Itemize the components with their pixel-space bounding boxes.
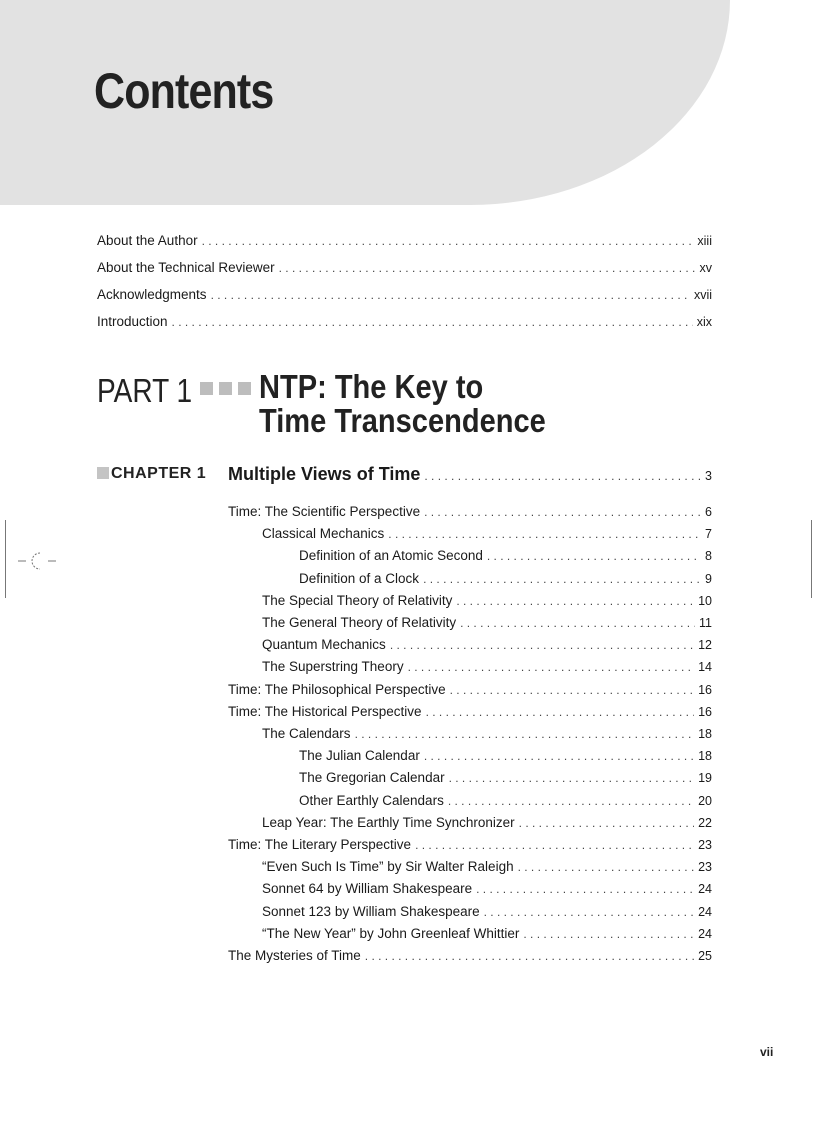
dot-leader <box>426 705 695 719</box>
toc-entry-label: “Even Such Is Time” by Sir Walter Raleigh <box>262 859 514 875</box>
toc-entry-label: The Calendars <box>262 726 351 741</box>
dot-leader <box>518 860 695 874</box>
toc-entry-label: Sonnet 64 by William Shakespeare <box>262 881 473 897</box>
toc-entry-page: 18 <box>698 749 712 764</box>
square-ornament <box>219 382 232 395</box>
square-ornament <box>97 467 109 479</box>
toc-entry-label: Leap Year: The Earthly Time Synchronizer <box>262 814 515 830</box>
chapter-title-entry[interactable] <box>228 464 712 486</box>
toc-entry[interactable] <box>262 926 712 944</box>
toc-entry-label: The Gregorian Calendar <box>299 770 445 786</box>
toc-entry-page: 23 <box>698 838 712 852</box>
toc-entry-page: xv <box>699 261 712 275</box>
dot-leader <box>450 683 694 697</box>
chapter-page: 3 <box>705 469 712 483</box>
toc-entry-label: Introduction <box>97 314 168 329</box>
toc-entry-about-reviewer[interactable] <box>97 260 712 278</box>
toc-entry-page: 10 <box>698 593 712 608</box>
toc-entry-page: 22 <box>698 815 712 830</box>
toc-entry-page: 18 <box>698 727 712 741</box>
toc-entry[interactable] <box>262 637 712 655</box>
toc-entry-page: 8 <box>705 549 712 564</box>
toc-entry-page: 12 <box>698 638 712 653</box>
toc-entry-page: 24 <box>698 926 712 941</box>
dot-leader <box>408 660 695 674</box>
dot-leader <box>390 638 694 652</box>
toc-entry-acknowledgments[interactable] <box>97 287 712 305</box>
dot-leader <box>476 882 694 896</box>
toc-entry-label: Time: The Scientific Perspective <box>228 504 421 519</box>
toc-entry-page: 23 <box>698 860 712 875</box>
dot-leader <box>448 794 694 808</box>
toc-entry-label: Time: The Philosophical Perspective <box>228 681 446 697</box>
dot-leader <box>449 771 695 785</box>
dot-leader <box>424 749 694 763</box>
toc-entry-label: About the Technical Reviewer <box>97 260 275 275</box>
toc-entry[interactable] <box>299 548 712 566</box>
square-ornament <box>238 382 251 395</box>
chapter-title: Multiple Views of Time <box>228 464 421 484</box>
toc-entry-about-author[interactable] <box>97 233 712 251</box>
toc-entry[interactable] <box>262 904 712 922</box>
toc-entry[interactable] <box>299 748 712 766</box>
dot-leader <box>456 594 694 608</box>
part-divider-squares <box>200 382 251 395</box>
toc-entry[interactable] <box>299 793 712 811</box>
toc-entry-page: 24 <box>698 904 712 919</box>
dot-leader <box>365 949 694 963</box>
crop-mark-left <box>5 520 6 598</box>
toc-entry-label: Time: The Historical Perspective <box>228 703 422 719</box>
toc-entry[interactable] <box>228 704 712 722</box>
dot-leader <box>388 527 701 541</box>
toc-entry-label: Time: The Literary Perspective <box>228 837 412 852</box>
dot-leader <box>487 549 701 563</box>
part-label: PART 1 <box>97 372 193 409</box>
toc-entry[interactable] <box>262 726 712 744</box>
dot-leader <box>424 505 701 519</box>
toc-entry-label: The Julian Calendar <box>299 748 420 764</box>
toc-entry-label: Definition of a Clock <box>299 570 420 586</box>
page-title: Contents <box>94 63 274 119</box>
toc-entry-page: xvii <box>693 288 712 302</box>
toc-entry[interactable] <box>262 526 712 544</box>
dot-leader <box>460 616 695 630</box>
toc-entry[interactable] <box>299 770 712 788</box>
toc-entry-label: Other Earthly Calendars <box>299 792 444 808</box>
dot-leader <box>519 816 694 830</box>
crop-mark-right <box>811 520 812 598</box>
toc-entry-page: 20 <box>698 793 712 808</box>
toc-entry-label: The Superstring Theory <box>262 659 404 675</box>
toc-entry-page: xiii <box>697 234 712 248</box>
toc-entry-label: The General Theory of Relativity <box>262 615 457 630</box>
toc-entry[interactable] <box>262 659 712 677</box>
toc-entry[interactable] <box>262 881 712 899</box>
toc-entry-label: “The New Year” by John Greenleaf Whittier <box>262 925 520 941</box>
toc-entry-label: Classical Mechanics <box>262 526 385 542</box>
toc-entry-page: 25 <box>698 949 712 963</box>
dot-leader <box>202 234 694 248</box>
dot-leader <box>355 727 695 741</box>
dot-leader <box>211 288 690 302</box>
dot-leader <box>423 572 701 586</box>
chapter-label-text: CHAPTER 1 <box>111 465 207 482</box>
chapter-label <box>97 465 206 483</box>
toc-entry[interactable] <box>228 837 712 855</box>
toc-entry-page: 24 <box>698 882 712 897</box>
toc-entry[interactable] <box>262 593 712 611</box>
toc-entry[interactable] <box>228 682 712 700</box>
dot-leader <box>415 838 694 852</box>
toc-entry[interactable] <box>228 504 712 522</box>
toc-entry-page: 7 <box>705 527 712 542</box>
toc-entry-label: The Special Theory of Relativity <box>262 592 453 608</box>
toc-entry[interactable] <box>262 859 712 877</box>
toc-entry[interactable] <box>228 948 712 966</box>
toc-entry-label: Definition of an Atomic Second <box>299 548 483 564</box>
dot-leader <box>484 905 694 919</box>
toc-entry[interactable] <box>299 571 712 589</box>
toc-entry-introduction[interactable] <box>97 314 712 332</box>
toc-entry-page: 19 <box>698 771 712 786</box>
toc-entry-page: 6 <box>705 505 712 519</box>
dot-leader <box>279 261 696 275</box>
toc-entry[interactable] <box>262 615 712 633</box>
dot-leader <box>424 469 701 483</box>
part-title[interactable] <box>259 370 546 438</box>
toc-entry-label: Quantum Mechanics <box>262 637 386 653</box>
toc-entry-page: 11 <box>699 616 712 630</box>
toc-entry[interactable] <box>262 815 712 833</box>
toc-entry-page: 14 <box>698 660 712 675</box>
toc-entry-label: Acknowledgments <box>97 287 207 302</box>
square-ornament <box>200 382 213 395</box>
dot-leader <box>523 927 694 941</box>
toc-entry-page: 9 <box>705 571 712 586</box>
page-number: vii <box>760 1045 774 1059</box>
part-title-line-1: NTP: The Key to <box>259 368 484 405</box>
toc-entry-label: The Mysteries of Time <box>228 948 361 963</box>
toc-entry-page: 16 <box>698 704 712 719</box>
registration-mark-icon <box>18 550 58 572</box>
toc-entry-label: Sonnet 123 by William Shakespeare <box>262 903 480 919</box>
dot-leader <box>172 315 693 329</box>
toc-entry-page: 16 <box>698 682 712 697</box>
toc-entry-label: About the Author <box>97 233 198 248</box>
toc-entry-page: xix <box>696 315 712 329</box>
part-title-line-2: Time Transcendence <box>259 402 546 439</box>
